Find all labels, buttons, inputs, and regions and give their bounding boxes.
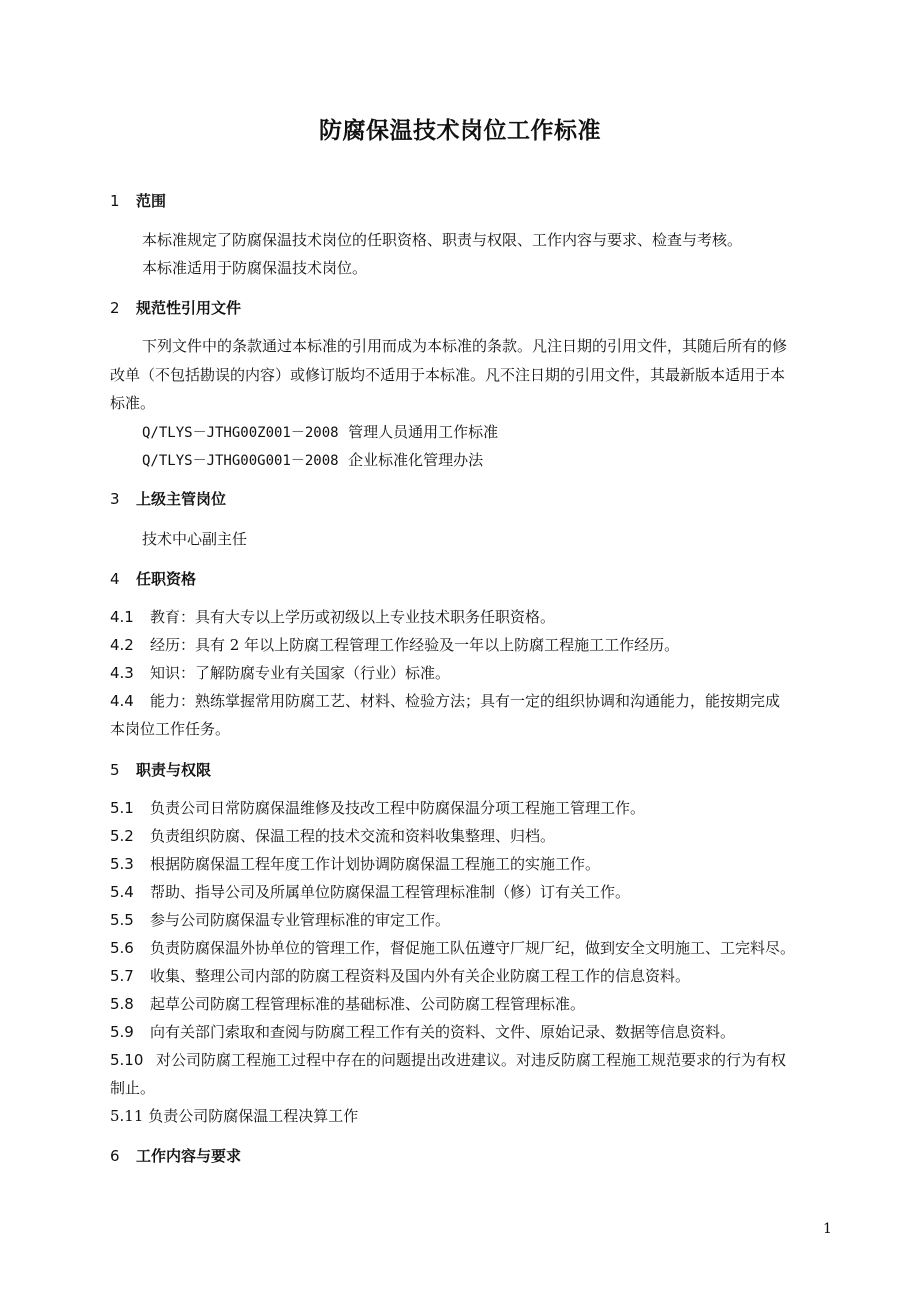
list-item — [110, 825, 555, 846]
item-text: 经历：具有 2 年以上防腐工程管理工作经验及一年以上防腐工程施工工作经历。 — [150, 636, 680, 654]
item-number: 4.2 — [110, 636, 134, 654]
reference-code: Q/TLYS－JTHG00Z001－2008 — [142, 425, 339, 441]
list-item — [110, 606, 555, 627]
list-item — [110, 881, 630, 902]
section-title: 任职资格 — [136, 570, 197, 588]
list-item — [110, 993, 585, 1014]
list-item — [110, 1049, 786, 1070]
section-6-heading — [110, 1145, 241, 1166]
reference-name: 管理人员通用工作标准 — [348, 423, 499, 441]
item-number: 5.4 — [110, 883, 134, 901]
reference-code: Q/TLYS－JTHG00G001－2008 — [142, 453, 339, 469]
section-title: 职责与权限 — [136, 761, 212, 779]
item-text: 帮助、指导公司及所属单位防腐保温工程管理标准制（修）订有关工作。 — [150, 883, 631, 901]
paragraph: 本标准规定了防腐保温技术岗位的任职资格、职责与权限、工作内容与要求、检查与考核。 — [142, 231, 743, 249]
section-title: 范围 — [136, 192, 167, 210]
list-item — [110, 662, 450, 683]
page-number: 1 — [823, 1221, 832, 1237]
section-number: 3 — [110, 490, 120, 508]
item-text: 起草公司防腐工程管理标准的基础标准、公司防腐工程管理标准。 — [150, 995, 586, 1013]
item-number: 5.11 — [110, 1107, 144, 1125]
paragraph-line: 改单（不包括勘误的内容）或修订版均不适用于本标准。凡不注日期的引用文件，其最新版本适用于本 — [110, 366, 786, 384]
list-item — [110, 937, 795, 958]
item-text: 向有关部门索取和查阅与防腐工程工作有关的资料、文件、原始记录、数据等信息资料。 — [150, 1023, 736, 1041]
item-number: 4.1 — [110, 608, 134, 626]
item-number: 5.8 — [110, 995, 134, 1013]
list-item — [110, 634, 679, 655]
paragraph: 本标准适用于防腐保温技术岗位。 — [142, 259, 368, 277]
item-number: 4.3 — [110, 664, 134, 682]
item-text: 根据防腐保温工程年度工作计划协调防腐保温工程施工的实施工作。 — [150, 855, 601, 873]
section-4-heading — [110, 568, 196, 589]
paragraph: 技术中心副主任 — [142, 530, 248, 548]
list-item — [110, 690, 780, 711]
reference-entry — [142, 449, 483, 470]
list-item — [110, 1105, 358, 1126]
item-text: 负责组织防腐、保温工程的技术交流和资料收集整理、归档。 — [150, 827, 556, 845]
item-number: 5.7 — [110, 967, 134, 985]
section-number: 6 — [110, 1147, 120, 1165]
section-3-heading — [110, 488, 226, 509]
item-text: 负责公司日常防腐保温维修及技改工程中防腐保温分项工程施工管理工作。 — [150, 799, 646, 817]
item-text: 知识：了解防腐专业有关国家（行业）标准。 — [150, 664, 451, 682]
item-number: 5.6 — [110, 939, 134, 957]
section-number: 5 — [110, 761, 120, 779]
list-item-continuation: 本岗位工作任务。 — [110, 720, 231, 738]
item-text: 对公司防腐工程施工过程中存在的问题提出改进建议。对违反防腐工程施工规范要求的行为有权 — [156, 1051, 787, 1069]
item-text: 参与公司防腐保温专业管理标准的审定工作。 — [150, 911, 451, 929]
item-number: 5.10 — [110, 1051, 144, 1069]
paragraph-line: 标准。 — [110, 394, 156, 412]
list-item — [110, 1021, 735, 1042]
section-5-heading — [110, 759, 211, 780]
section-1-heading — [110, 190, 166, 211]
section-title: 上级主管岗位 — [136, 490, 227, 508]
item-number: 5.5 — [110, 911, 134, 929]
item-text: 负责公司防腐保温工程决算工作 — [148, 1107, 359, 1125]
section-title: 工作内容与要求 — [136, 1147, 242, 1165]
item-number: 5.9 — [110, 1023, 134, 1041]
section-number: 2 — [110, 299, 120, 317]
section-title: 规范性引用文件 — [136, 299, 242, 317]
list-item-continuation: 制止。 — [110, 1079, 156, 1097]
list-item — [110, 965, 690, 986]
section-number: 4 — [110, 570, 120, 588]
list-item — [110, 853, 600, 874]
section-number: 1 — [110, 192, 120, 210]
document-title: 防腐保温技术岗位工作标准 — [319, 118, 601, 144]
item-number: 5.3 — [110, 855, 134, 873]
paragraph-line: 下列文件中的条款通过本标准的引用而成为本标准的条款。凡注日期的引用文件，其随后所有的修 — [142, 337, 788, 355]
item-number: 4.4 — [110, 692, 134, 710]
item-text: 能力：熟练掌握常用防腐工艺、材料、检验方法；具有一定的组织协调和沟通能力，能按期完成 — [150, 692, 781, 710]
item-text: 负责防腐保温外协单位的管理工作，督促施工队伍遵守厂规厂纪，做到安全文明施工、工完料尽。 — [150, 939, 796, 957]
item-number: 5.2 — [110, 827, 134, 845]
item-text: 收集、整理公司内部的防腐工程资料及国内外有关企业防腐工程工作的信息资料。 — [150, 967, 691, 985]
item-text: 教育：具有大专以上学历或初级以上专业技术职务任职资格。 — [150, 608, 556, 626]
reference-entry — [142, 421, 498, 442]
item-number: 5.1 — [110, 799, 134, 817]
section-2-heading — [110, 297, 241, 318]
list-item — [110, 797, 645, 818]
list-item — [110, 909, 450, 930]
reference-name: 企业标准化管理办法 — [348, 451, 484, 469]
